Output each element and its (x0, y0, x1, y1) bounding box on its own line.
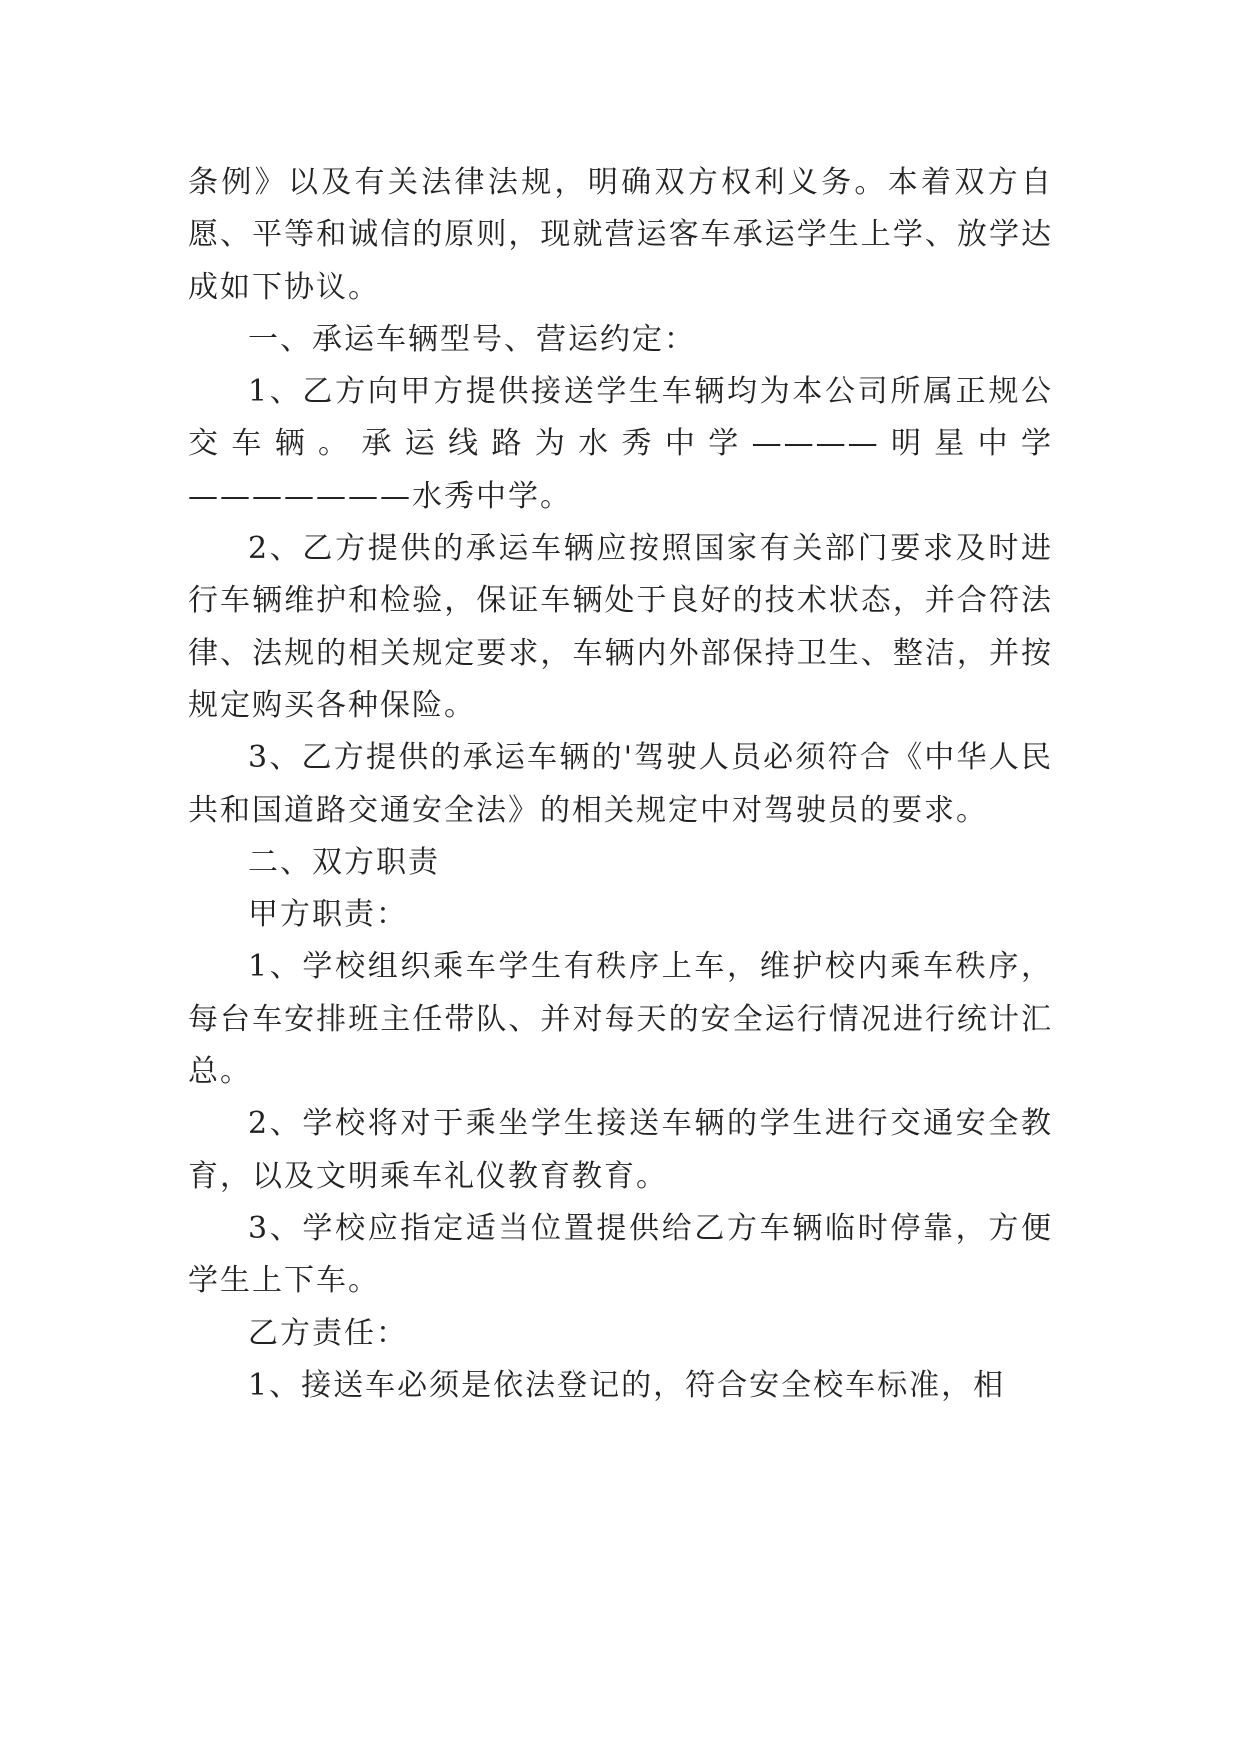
clause-vehicle-route: 1、乙方向甲方提供接送学生车辆均为本公司所属正规公交车辆。承运线路为水秀中学————明星中学———————水秀中学。 (188, 374, 1053, 514)
subheading-party-a-duties: 甲方职责： (248, 897, 408, 933)
subheading-party-b-duties: 乙方责任： (248, 1315, 408, 1351)
clause-school-boarding-order: 1、学校组织乘车学生有秩序上车，维护校内乘车秩序，每台车安排班主任带队、并对每天的安全运行情况进行统计汇总。 (188, 949, 1053, 1090)
clause-driver-requirements: 3、乙方提供的承运车辆的'驾驶人员必须符合《中华人民共和国道路交通安全法》的相关规定中对驾驶员的要求。 (188, 740, 1053, 828)
clause-vehicle-maintenance: 2、乙方提供的承运车辆应按照国家有关部门要求及时进行车辆维护和检验，保证车辆处于良好的技术状态，并合符法律、法规的相关规定要求，车辆内外部保持卫生、整洁，并按规定购买各种保险。 (188, 531, 1053, 723)
document-body (188, 157, 1053, 1412)
clause-school-parking: 3、学校应指定适当位置提供给乙方车辆临时停靠，方便学生上下车。 (188, 1210, 1053, 1299)
section-heading-responsibilities: 二、双方职责 (248, 844, 440, 880)
clause-bus-registration: 1、接送车必须是依法登记的，符合安全校车标准，相 (248, 1367, 1006, 1403)
clause-school-safety-education: 2、学校将对于乘坐学生接送车辆的学生进行交通安全教育，以及文明乘车礼仪教育教育。 (188, 1106, 1053, 1194)
paragraph-intro-continued: 条例》以及有关法律法规，明确双方权利义务。本着双方自愿、平等和诚信的原则，现就营运客车承运学生上学、放学达成如下协议。 (188, 165, 1053, 305)
section-heading-vehicle-terms: 一、承运车辆型号、营运约定： (248, 321, 696, 357)
